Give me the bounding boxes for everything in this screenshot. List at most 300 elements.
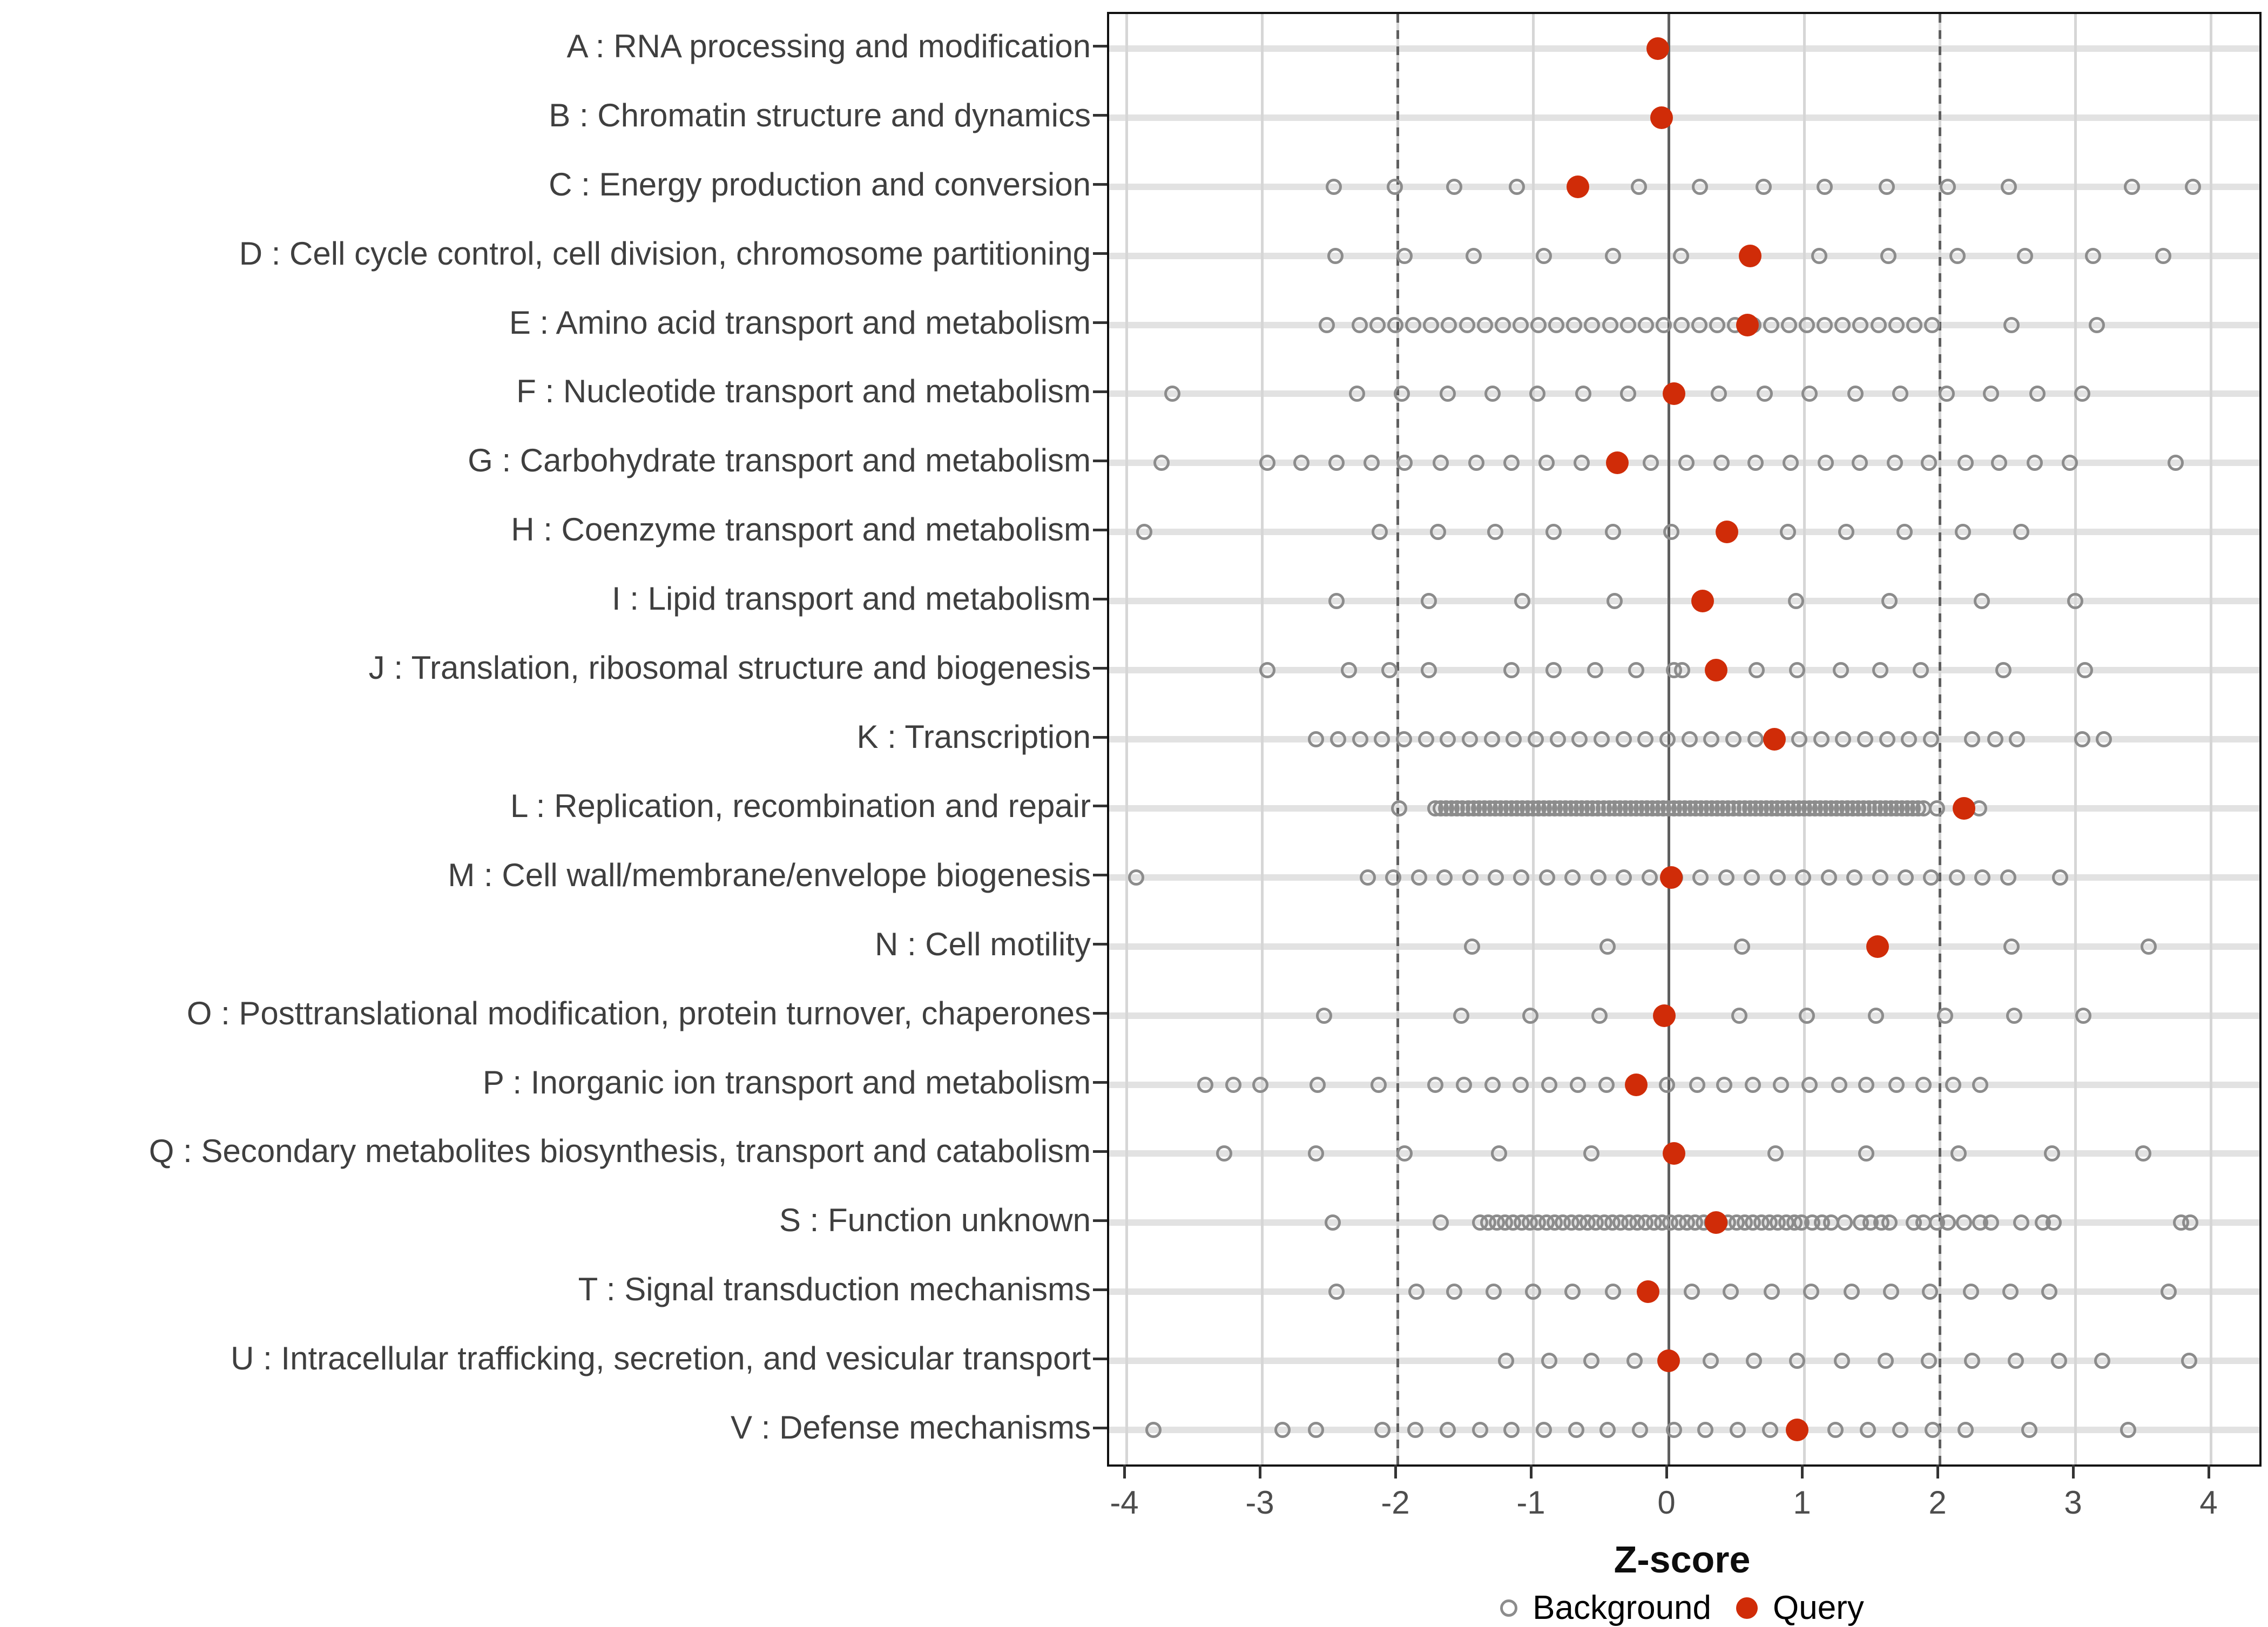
background-point [1692,179,1708,195]
background-point [2074,731,2090,747]
background-point [1915,1077,1932,1093]
background-point [2003,939,2020,955]
background-point [1360,869,1376,886]
background-point [1673,317,1690,333]
legend [1107,1589,2257,1627]
row-gridline-M [1109,874,2259,881]
background-point [1881,1214,1898,1231]
background-point [1530,317,1547,333]
background-point [1522,1008,1538,1024]
background-point [1381,662,1398,678]
category-label-Q: Q : Secondary metabolites biosynthesis, transport and catabolism [148,1133,1091,1170]
background-point [1570,1077,1586,1093]
background-point [1871,317,1887,333]
query-point [1705,1211,1727,1234]
background-point [1835,731,1851,747]
background-point [1164,386,1180,402]
background-point [1852,317,1868,333]
query-point [1625,1074,1648,1096]
background-point [1924,317,1940,333]
background-point [1745,1077,1761,1093]
background-point [1616,869,1632,886]
y-tick-I [1093,598,1107,600]
background-point [1464,939,1480,955]
background-point [1484,731,1500,747]
background-point [1491,1145,1507,1162]
category-label-G: G : Carbohydrate transport and metabolism [468,442,1091,479]
background-point [1446,179,1462,195]
background-point [1605,524,1621,540]
background-point [1818,455,1834,471]
background-point [1781,317,1797,333]
background-point [2075,1008,2091,1024]
x-tick--4 [1123,1464,1126,1479]
x-tick-label--2: -2 [1381,1484,1410,1521]
query-point [1763,728,1786,751]
background-point [1594,731,1610,747]
background-point [1692,869,1709,886]
background-point [1834,317,1851,333]
background-point [2141,939,2157,955]
query-point [1739,245,1761,267]
background-point [1950,1145,1967,1162]
category-label-B: B : Chromatin structure and dynamics [549,97,1091,133]
background-point [1974,593,1990,609]
background-point [2096,731,2112,747]
background-point [1387,179,1403,195]
background-point [1757,386,1773,402]
background-point [1817,317,1833,333]
background-point [1541,1353,1557,1369]
background-point [1801,1077,1818,1093]
background-point [2027,455,2043,471]
background-point [2002,1284,2019,1300]
background-point [1328,455,1345,471]
background-point [1883,1284,1899,1300]
background-point [1956,1214,1972,1231]
background-point [2089,317,2105,333]
background-point [1746,1353,1762,1369]
gridline-x--3 [1261,14,1264,1464]
background-point [1673,248,1689,264]
legend-item-query [1736,1589,1864,1627]
background-point [2067,593,2083,609]
background-point [1763,317,1779,333]
background-point [1411,869,1427,886]
background-point [1440,386,1456,402]
background-point [1369,317,1386,333]
background-point [2062,455,2078,471]
background-point [1599,1422,1616,1438]
x-tick--2 [1394,1464,1397,1479]
background-point [1453,1008,1469,1024]
background-point [1571,731,1588,747]
background-point [1642,869,1658,886]
query-point [1567,175,1589,198]
background-point [1506,731,1522,747]
background-point [1964,1353,1980,1369]
background-point [1847,386,1864,402]
category-label-U: U : Intracellular trafficking, secretion, and vesicular transport [231,1340,1091,1377]
background-point [1503,662,1520,678]
background-point [1575,386,1591,402]
background-point [1541,1077,1557,1093]
background-point [1598,1077,1615,1093]
background-point [1620,386,1636,402]
background-point [1590,869,1606,886]
background-point [1405,317,1421,333]
background-point [1462,731,1478,747]
y-tick-J [1093,667,1107,670]
background-point [1545,524,1562,540]
query-point [1606,451,1629,474]
background-point [1487,524,1503,540]
background-point [1591,1008,1608,1024]
background-point [1697,1422,1713,1438]
background-point [1789,1353,1805,1369]
row-gridline-B [1109,114,2259,121]
background-point [1713,455,1730,471]
background-point [1433,455,1449,471]
row-gridline-H [1109,529,2259,535]
background-point [1145,1422,1162,1438]
background-point [1525,1284,1541,1300]
background-point [1566,317,1582,333]
background-point [1791,731,1807,747]
background-point [2009,731,2025,747]
background-point [2181,1353,2197,1369]
background-point [1440,1422,1456,1438]
background-point [2077,662,2093,678]
x-tick-label-1: 1 [1793,1484,1811,1521]
background-point [1583,1145,1599,1162]
background-point [1945,1077,1961,1093]
background-point [1638,317,1654,333]
background-point [1548,317,1564,333]
background-point [2052,869,2068,886]
background-point [1421,662,1437,678]
background-point [1734,939,1750,955]
background-point [1396,248,1413,264]
background-point [1788,593,1804,609]
background-point [1545,662,1562,678]
background-point [1799,1008,1815,1024]
background-point [1955,524,1971,540]
background-point [1387,317,1403,333]
background-point [1888,1077,1905,1093]
background-point [1923,731,1939,747]
background-point [1834,1353,1850,1369]
x-axis-title: Z-score [1614,1538,1751,1581]
background-point [1498,1353,1514,1369]
background-point [1503,1422,1520,1438]
background-point [1963,1284,1979,1300]
y-tick-D [1093,252,1107,255]
background-point [1831,1077,1847,1093]
background-point [2074,386,2090,402]
query-point [1866,935,1889,958]
y-tick-F [1093,390,1107,393]
background-point [1423,317,1439,333]
background-point [1799,317,1815,333]
background-point [1568,1422,1584,1438]
background-point [1599,939,1616,955]
background-point [1605,248,1621,264]
background-point [1762,1422,1778,1438]
background-point [1252,1077,1268,1093]
background-point [1408,1284,1425,1300]
background-point [1326,179,1342,195]
y-tick-H [1093,529,1107,531]
background-point [1663,524,1679,540]
row-gridline-I [1109,598,2259,604]
category-label-N: N : Cell motility [874,926,1091,962]
background-point [1396,1145,1413,1162]
query-point [1653,1004,1676,1027]
x-tick-label-0: 0 [1657,1484,1676,1521]
background-point [1628,662,1644,678]
background-point [1259,455,1275,471]
background-point [1503,455,1520,471]
background-point [1666,1422,1682,1438]
background-point [1801,386,1818,402]
background-point [1433,1214,1449,1231]
y-tick-B [1093,114,1107,117]
background-point [1216,1145,1232,1162]
background-point [1418,731,1434,747]
background-point [1605,1284,1621,1300]
background-point [1440,731,1456,747]
category-label-T: T : Signal transduction mechanisms [578,1271,1091,1308]
background-point [1940,179,1956,195]
background-point [1477,317,1493,333]
y-tick-L [1093,805,1107,807]
background-point [1964,731,1980,747]
background-point [1583,1353,1599,1369]
background-point [1327,248,1344,264]
background-point [1888,317,1905,333]
background-point [1349,386,1365,402]
category-label-H: H : Coenzyme transport and metabolism [511,511,1091,548]
background-point [1817,179,1833,195]
background-point [1803,1284,1819,1300]
background-point [1371,1077,1387,1093]
background-point [1620,317,1636,333]
background-point [1656,317,1672,333]
x-tick-1 [1801,1464,1804,1479]
background-point [1795,869,1811,886]
background-point [1991,455,2007,471]
y-tick-V [1093,1427,1107,1429]
background-point [1949,869,1965,886]
x-tick--3 [1259,1464,1261,1479]
category-label-J: J : Translation, ribosomal structure and biogenesis [368,650,1091,686]
background-point [1937,1008,1953,1024]
background-point [1846,869,1862,886]
background-point [1896,524,1913,540]
y-tick-T [1093,1288,1107,1291]
background-point [1529,386,1545,402]
background-point [1872,662,1888,678]
background-point [2021,1422,2037,1438]
background-point [2124,179,2140,195]
background-point [1330,731,1346,747]
background-point [1929,800,1945,816]
query-point [1657,1349,1680,1372]
background-point [1773,1077,1789,1093]
background-point [1472,1422,1488,1438]
background-point [1987,731,2003,747]
query-point [1663,1142,1685,1165]
background-point [1972,1077,1988,1093]
background-point [1430,524,1446,540]
background-point [1678,455,1695,471]
background-point [1892,1422,1908,1438]
query-point [1716,521,1738,543]
background-point [1637,731,1653,747]
background-point [2182,1214,2198,1231]
y-tick-C [1093,183,1107,186]
background-point [1456,1077,1472,1093]
y-tick-U [1093,1358,1107,1360]
background-point [1574,455,1590,471]
x-tick-label--3: -3 [1245,1484,1274,1521]
background-point [1731,1008,1747,1024]
background-point [1310,1077,1326,1093]
y-tick-P [1093,1081,1107,1084]
y-tick-N [1093,943,1107,946]
background-point [1780,524,1796,540]
query-point [1705,659,1727,681]
background-point [1341,662,1357,678]
background-point [1747,731,1764,747]
background-point [2013,1214,2029,1231]
background-point [2135,1145,2151,1162]
background-point [1749,662,1765,678]
background-point [2168,455,2184,471]
background-point [1767,1145,1784,1162]
background-point [1136,524,1152,540]
background-point [1274,1422,1291,1438]
background-point [1659,731,1676,747]
background-point [1308,1422,1324,1438]
y-tick-O [1093,1012,1107,1015]
category-label-S: S : Function unknown [779,1202,1091,1239]
background-point [1723,1284,1739,1300]
background-point [2000,869,2016,886]
background-point [1128,869,1144,886]
background-point [1744,869,1760,886]
background-point [2003,317,2020,333]
background-point [1983,386,1999,402]
background-point [1913,662,1929,678]
background-point [1436,869,1453,886]
background-point [1459,317,1475,333]
x-tick--1 [1530,1464,1533,1479]
background-point [1852,455,1868,471]
background-point [1881,593,1898,609]
query-point [1953,797,1975,820]
background-point [1879,179,1895,195]
background-point [1925,1422,1941,1438]
background-point [1892,386,1908,402]
background-point [1684,1284,1700,1300]
background-point [1872,869,1888,886]
background-point [1259,662,1275,678]
background-point [1197,1077,1213,1093]
query-point [1663,382,1685,405]
background-point [1811,248,1827,264]
background-point [2046,1214,2062,1231]
background-point [1827,1422,1844,1438]
background-point [1385,869,1401,886]
background-point [1539,869,1555,886]
category-label-P: P : Inorganic ion transport and metabolism [482,1064,1091,1101]
background-point [1374,731,1390,747]
background-point [1689,1077,1705,1093]
x-tick-0 [1665,1464,1668,1479]
background-point [1730,1422,1746,1438]
row-gridline-U [1109,1358,2259,1364]
background-point [1880,248,1896,264]
background-point [1446,1284,1462,1300]
background-point [1659,1077,1675,1093]
background-point [1587,662,1603,678]
background-point [1441,317,1457,333]
background-point [1764,1284,1780,1300]
background-point [1783,455,1799,471]
background-point [2041,1284,2057,1300]
x-tick-label-3: 3 [2064,1484,2082,1521]
x-tick-4 [2208,1464,2210,1479]
y-tick-Q [1093,1150,1107,1153]
background-point [2013,524,2029,540]
background-point [1939,386,1955,402]
background-point [1711,386,1727,402]
background-point [1372,524,1388,540]
y-tick-S [1093,1219,1107,1222]
row-gridline-P [1109,1082,2259,1088]
background-point [1631,179,1647,195]
background-point [1813,731,1830,747]
category-label-E: E : Amino acid transport and metabolism [509,304,1091,341]
background-point [1626,1353,1643,1369]
background-point [1550,731,1566,747]
background-point [1374,1422,1390,1438]
background-point [1860,1422,1876,1438]
background-point [1616,731,1632,747]
background-point [1308,1145,1324,1162]
x-tick-label--4: -4 [1110,1484,1139,1521]
y-tick-A [1093,45,1107,48]
legend-background-label: Background [1533,1589,1712,1626]
background-point [2008,1353,2024,1369]
background-point [1514,593,1530,609]
background-point [1308,731,1324,747]
background-point [1858,1145,1874,1162]
gridline-x--4 [1125,14,1128,1464]
background-point [1844,1284,1860,1300]
background-point [2155,248,2171,264]
background-point [1495,317,1511,333]
background-point [1632,1422,1648,1438]
background-point [1725,731,1742,747]
background-point [1747,455,1764,471]
x-tick-label-4: 4 [2199,1484,2218,1521]
background-point [1396,455,1413,471]
background-point [1564,869,1581,886]
category-label-L: L : Replication, recombination and repair [510,787,1091,824]
